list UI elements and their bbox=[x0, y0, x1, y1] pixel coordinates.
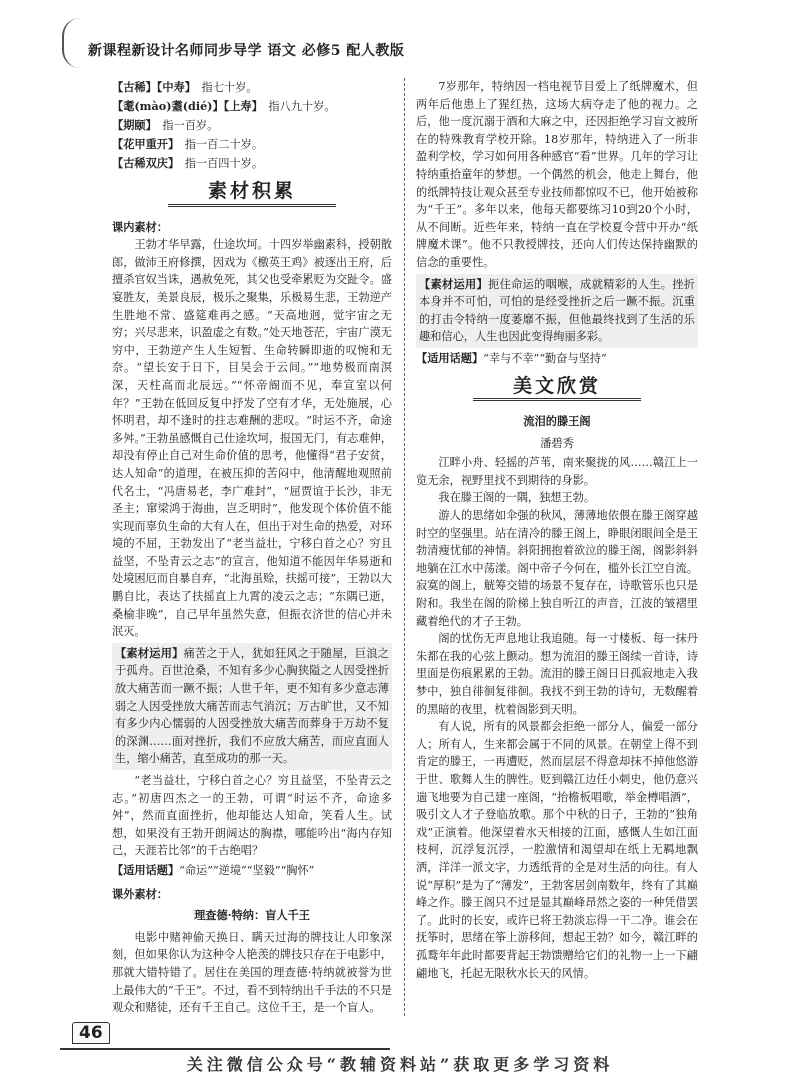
paragraph: 电影中赌神偷天换日、瞒天过海的牌技让人印象深刻，但如果你认为这种令人艳羡的牌技只存在于电影中，那就大错特错了。居住在美国的理查德·特纳就被誉为世上最伟大的“千王”。不过，看不到特纳出千手法的不只是观众和赌徒，还有千王自己。这位千王，是一个盲人。 bbox=[112, 930, 392, 1015]
topics-tag: 【适用话题】 bbox=[112, 862, 180, 877]
outer-material-label: 课外素材： bbox=[112, 886, 168, 901]
section-title-materials: 素材积累 bbox=[112, 183, 392, 207]
glossary-def: 指一百四十岁。 bbox=[184, 157, 264, 170]
glossary-term: 【耄(mào)耋(dié)】【上寿】 bbox=[112, 99, 258, 113]
footer-notice: 关注微信公众号“教辅资料站”获取更多学习资料 bbox=[186, 1055, 614, 1074]
glossary-def: 指八九十岁。 bbox=[268, 100, 336, 113]
essay-paragraph: 阁的忧伤无声息地让我追随。每一寸楼板、每一抹丹朱都在我的心弦上颤动。想为流泪的滕王阁续一首诗，诗里面是伤痕累累的王勃。流泪的滕王阁日日孤寂地走入我梦中，独自徘徊复徘徊。我找不到王勃的诗句，无数醒着的黑暗的夜里，枕着阁影到天明。 bbox=[416, 632, 698, 716]
glossary-def: 指七十岁。 bbox=[201, 81, 258, 94]
page-number-bar bbox=[60, 1022, 390, 1050]
glossary-item bbox=[112, 135, 392, 154]
essay-paragraph: 我在滕王阁的一隅，独想王勃。 bbox=[438, 491, 596, 505]
material-usage-tag: 【素材运用】 bbox=[115, 645, 184, 660]
header-curve-decoration bbox=[62, 18, 84, 68]
material-usage bbox=[416, 274, 698, 348]
glossary-item bbox=[112, 154, 392, 173]
material-usage-tag: 【素材运用】 bbox=[419, 276, 489, 291]
essay-paragraph: 有人说，所有的风景都会拒绝一部分人，偏爱一部分人；所有人，生来都会属于不同的风景。在朝堂上得不到肯定的滕王，一再遭贬，然而层层不得意却抹不掉他悠游于世、歌舞人生的脾性。贬到赣江边任小刺史，他仍意兴遄飞地要为自己建一座阁，“抬檐板唱歌，举金樽唱酒”，吸引文人才子登临放歌。那个中秋的日子，王勃的“独角戏”正演着。他深望着水天相接的江面，感慨人生如江面枝柯，沉浮复沉浮，一腔激情和渴望却在纸上无羁地飘洒，洋洋一派文字，力透纸背的全是对生活的向往。有人说“厚积”是为了“薄发”，王勃客居剑南数年，终有了其巅峰之作。滕王阁只不过是显其巅峰昂然之姿的一种凭借罢了。此时的长安，或许已将王勃淡忘得一干二净。谁会在抚筝时，思绪在筝上游移间，想起王勃？如今，赣江畔的孤鹜年年此时都要背起王勃馈赠给它们的礼物一上一下翩翩地飞，托起无限秋水长天的风情。 bbox=[416, 720, 698, 980]
glossary-def: 指一百二十岁。 bbox=[184, 138, 264, 151]
inner-material-label: 课内素材： bbox=[112, 219, 168, 234]
material-usage-text: 痛苦之于人，犹如狂风之于随屋，巨浪之于孤舟。百世沧桑，不知有多少心胸狭隘之人因受挫折放大痛苦而一蹶不振；人世千年，更不知有多少意志薄弱之人因受挫放大痛苦而志气消沉；万古旷世，又不知有多少内心懦弱的人因受挫放大痛苦而葬身于万劫不复的深渊……面对挫折，我们不应放大痛苦，而应直面人生，缩小痛苦，直至成功的那一天。 bbox=[115, 646, 389, 766]
glossary bbox=[112, 78, 392, 173]
paragraph: “老当益壮，宁移白首之心？穷且益坚，不坠青云之志。”初唐四杰之一的王勃，可谓“时运不齐，命途多舛”，然而直面挫折，他却能达人知命，笑看人生。试想，如果没有王勃开朗阔达的胸襟，哪能吟出“海内存知己，天涯若比邻”的千古绝唱？ bbox=[112, 774, 392, 858]
glossary-term: 【期颐】 bbox=[112, 118, 152, 132]
topics bbox=[112, 862, 392, 880]
essay-title: 流泪的滕王阁 bbox=[523, 414, 591, 429]
glossary-term: 【古稀双庆】 bbox=[112, 156, 174, 170]
material-usage-text: 扼住命运的咽喉，成就精彩的人生。挫折本身并不可怕，可怕的是经受挫折之后一蹶不振。沉重的打击令特纳一度萎靡不振，但他最终找到了生活的乐趣和信心，人生也因此变得绚丽多彩。 bbox=[419, 277, 695, 344]
material-usage bbox=[112, 643, 392, 770]
essay-paragraph: 江畔小舟、轻摇的芦苇，南来聚拢的风……赣江上一览无余，视野里找不到期待的身影。 bbox=[416, 456, 698, 487]
topics-text: “命运”“逆境”“坚毅”“胸怀” bbox=[179, 863, 315, 877]
essay-paragraph: 游人的思绪如伞强的秋风，薄薄地依偎在滕王阁穿越时空的坚强里。站在清冷的滕王阁上，睁眼闭眼间全是王勃清瘦忧郁的神情。斜阳拥抱着欲泣的滕王阁，阁影斜斜地躺在江水中荡漾。阁中帝子今何在，槛外长江空自流。寂寞的阁上，觥筹交错的场景不复存在，诗歌管乐也只是附和。我坐在阁的阶梯上独自听江的声音，江波的皱褶里藏着绝代的才子王勃。 bbox=[416, 509, 698, 628]
page-number: 46 bbox=[72, 1022, 110, 1044]
topics bbox=[416, 350, 698, 368]
glossary-term: 【古稀】【中寿】 bbox=[112, 80, 191, 94]
paragraph: 7岁那年，特纳因一档电视节目爱上了纸牌魔术，但两年后他患上了猩红热，这场大病夺走了他的视力。之后，他一度沉溺于酒和大麻之中，还因拒绝学习盲文被所在的特殊教育学校开除。18岁那年，特纳进入了一所非盈利学校，学习如何用各种感官“看”世界。几年的学习让特纳重拾童年的梦想。一个偶然的机会，他走上舞台，他的纸牌特技让观众甚至专业技师都惊叹不已，他开始被称为“千王”。多年以来，他每天都要练习10到20个小时，从不间断。近些年来，特纳一直在学校夏令营中开办“纸牌魔术课”。他不只教授牌技，还向人们传达保持幽默的信念的重要性。 bbox=[416, 80, 698, 269]
glossary-term: 【花甲重开】 bbox=[112, 137, 174, 151]
glossary-item bbox=[112, 78, 392, 97]
glossary-item bbox=[112, 97, 392, 116]
section-title-appreciation: 美文欣赏 bbox=[416, 378, 698, 402]
topics-text: “幸与不幸”“勤奋与坚持” bbox=[483, 351, 607, 365]
paragraph: 王勃才华早露，仕途坎坷。十四岁举幽素科，授朝散郎，做沛王府修撰，因戏为《檄英王鸡》被逐出王府，后擅杀官奴当诛，遇赦免死，其父也受牵累贬为交趾令。盛宴胜友，美景良辰，极乐之聚集，乐极易生悲，王勃逆产生胜地不常、盛筵难再之感。“天高地迥，觉宇宙之无穷；兴尽悲来，识盈虚之有数。”处天地苍茫，宇宙广漠无穷中，王勃逆产生人生短暂、生命转瞬即逝的叹惋和无奈。“望长安于日下，目吴会于云间。”“地势极而南溟深，天柱高而北辰远。”“怀帝阍而不见，奉宣室以何年？”王勃在低回反复中抒发了空有才华，无处施展，心怀明君，却不逢时的拄志难酬的悲叹。“时运不齐，命途多舛。”王勃虽感慨自己仕途坎坷，报国无门，有志难伸，却没有停止自己对生命价值的思考，他懂得“君子安贫，达人知命”的道理，在被压抑的苦闷中，他清醒地观照前代名士，“冯唐易老，李广难封”，“屈贾谊于长沙，非无圣主；窜梁鸿于海曲，岂乏明时”，他发现个体价值不能实现而辜负生命的大有人在，但出于对生命的热爱，对环境的不屈，王勃发出了“老当益壮，宁移白首之心？穷且益坚，不坠青云之志”的宣言，他知道不能因年华易逝和处境困厄而自暴自弃，“北海虽赊，扶摇可接”，王勃以大鹏自比，表达了扶摇直上九霄的凌云之志；“东隅已逝，桑榆非晚”，自己早年虽然失意，但振衣济世的信心并未泯灭。 bbox=[112, 238, 392, 639]
column-divider bbox=[404, 78, 405, 1016]
left-column bbox=[112, 78, 392, 1017]
right-column bbox=[416, 78, 698, 982]
header-title: 新课程新设计名师同步导学 语文 必修5 配人教版 bbox=[88, 43, 405, 59]
glossary-item bbox=[112, 116, 392, 135]
outer-material-title: 理查德·特纳：盲人千王 bbox=[194, 908, 310, 923]
topics-tag: 【适用话题】 bbox=[416, 350, 484, 365]
glossary-def: 指一百岁。 bbox=[162, 119, 219, 132]
page-header bbox=[62, 18, 742, 70]
essay-author: 潘碧秀 bbox=[540, 436, 574, 450]
